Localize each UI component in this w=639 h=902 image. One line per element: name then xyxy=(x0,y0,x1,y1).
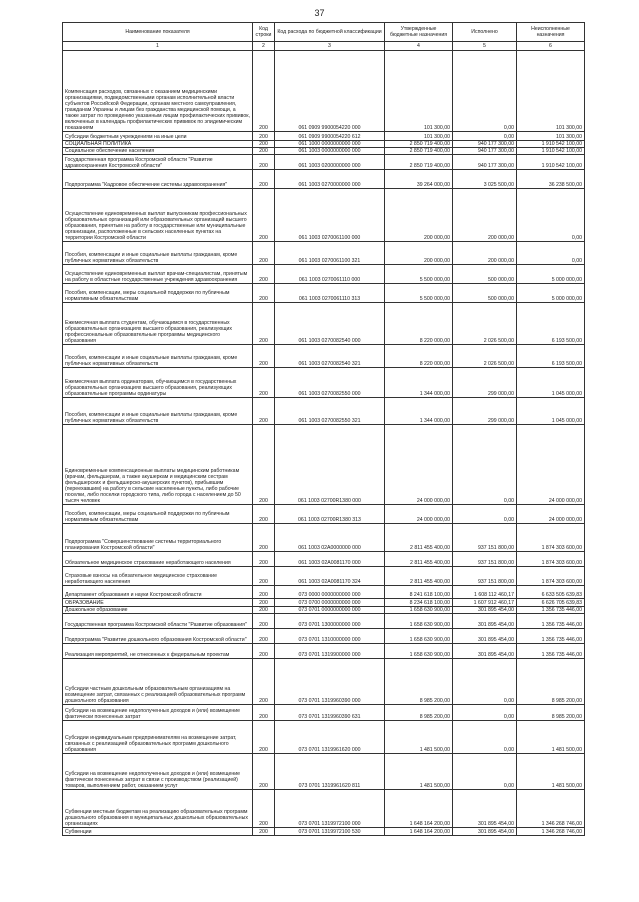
row-executed: 0,00 xyxy=(453,132,517,141)
row-executed: 301 895 454,00 xyxy=(453,629,517,644)
row-approved: 1 648 164 200,00 xyxy=(385,790,453,828)
row-line-code: 200 xyxy=(253,189,275,242)
row-executed: 937 151 800,00 xyxy=(453,524,517,552)
row-name: Пособия, компенсации и иные социальные выплаты гражданам, кроме публичных нормативных обязательств xyxy=(63,398,253,425)
row-name: Департамент образования и науки Костромской области xyxy=(63,586,253,599)
row-budget-code: 061 0909 9900054220 612 xyxy=(275,132,385,141)
row-line-code: 200 xyxy=(253,242,275,265)
row-name: Государственная программа Костромской области "Развитие образования" xyxy=(63,614,253,629)
table-row xyxy=(63,828,585,836)
row-line-code: 200 xyxy=(253,368,275,398)
row-budget-code: 073 0700 0000000000 000 xyxy=(275,599,385,607)
column-number-row xyxy=(63,42,585,51)
table-row xyxy=(63,345,585,368)
row-name: Субсидии бюджетным учреждениям на иные цели xyxy=(63,132,253,141)
row-unexecuted: 8 985 200,00 xyxy=(517,659,585,705)
row-executed: 301 895 454,00 xyxy=(453,790,517,828)
row-line-code: 200 xyxy=(253,644,275,659)
header-approved: Утвержденные бюджетные назначения xyxy=(385,23,453,42)
row-executed: 301 895 454,00 xyxy=(453,828,517,836)
row-budget-code: 073 0000 0000000000 000 xyxy=(275,586,385,599)
row-name: Осуществление единовременных выплат выпускникам профессиональных образовательных организаций или образовательных организаций высшего образования, принятым на работу в государственные или муниципальные организации, расположенные в сельских населенных пунктах на территории Костромской области xyxy=(63,189,253,242)
header-row xyxy=(63,23,585,42)
row-unexecuted: 101 300,00 xyxy=(517,132,585,141)
row-line-code: 200 xyxy=(253,599,275,607)
row-budget-code: 073 0701 1319900000 000 xyxy=(275,644,385,659)
table-row xyxy=(63,51,585,132)
row-approved: 8 985 200,00 xyxy=(385,705,453,721)
row-executed: 299 000,00 xyxy=(453,368,517,398)
column-number: 2 xyxy=(253,42,275,51)
row-unexecuted: 1 346 268 746,00 xyxy=(517,790,585,828)
row-executed: 3 025 500,00 xyxy=(453,170,517,189)
header-unexecuted: Неисполненные назначения xyxy=(517,23,585,42)
row-budget-code: 073 0701 1319960390 631 xyxy=(275,705,385,721)
row-line-code: 200 xyxy=(253,51,275,132)
row-name: Субсидии на возмещение недополученных доходов и (или) возмещение фактически понесенных затрат в связи с производством (реализацией) товаров, выполнением работ, оказанием услуг xyxy=(63,754,253,790)
row-name: Пособия, компенсации и иные социальные выплаты гражданам, кроме публичных нормативных обязательств xyxy=(63,345,253,368)
row-executed: 937 151 800,00 xyxy=(453,552,517,567)
row-approved: 101 300,00 xyxy=(385,51,453,132)
row-name: Подпрограмма "Кадровое обеспечение системы здравоохранения" xyxy=(63,170,253,189)
row-line-code: 200 xyxy=(253,754,275,790)
row-name: Обязательное медицинское страхование неработающего населения xyxy=(63,552,253,567)
row-line-code: 200 xyxy=(253,552,275,567)
table-row xyxy=(63,614,585,629)
table-row xyxy=(63,284,585,303)
row-budget-code: 061 0909 9900054220 000 xyxy=(275,51,385,132)
row-executed: 0,00 xyxy=(453,659,517,705)
row-executed: 0,00 xyxy=(453,705,517,721)
row-executed: 301 895 454,00 xyxy=(453,644,517,659)
row-approved: 8 241 618 100,00 xyxy=(385,586,453,599)
row-name: Социальное обеспечение населения xyxy=(63,148,253,155)
header-budget-code: Код расхода по бюджетной классификации xyxy=(275,23,385,42)
row-approved: 200 000,00 xyxy=(385,242,453,265)
row-line-code: 200 xyxy=(253,170,275,189)
row-name: Дошкольное образование xyxy=(63,607,253,614)
row-executed: 301 895 454,00 xyxy=(453,614,517,629)
row-executed: 0,00 xyxy=(453,721,517,754)
row-unexecuted: 1 045 000,00 xyxy=(517,368,585,398)
row-executed: 940 177 300,00 xyxy=(453,148,517,155)
table-row xyxy=(63,552,585,567)
row-approved: 2 811 455 400,00 xyxy=(385,567,453,586)
row-unexecuted: 1 346 268 746,00 xyxy=(517,828,585,836)
row-approved: 39 264 000,00 xyxy=(385,170,453,189)
header-line-code: Код строки xyxy=(253,23,275,42)
row-budget-code: 073 0701 1319972100 000 xyxy=(275,790,385,828)
row-line-code: 200 xyxy=(253,705,275,721)
row-unexecuted: 1 910 542 100,00 xyxy=(517,155,585,170)
row-unexecuted: 1 874 303 600,00 xyxy=(517,552,585,567)
table-row xyxy=(63,586,585,599)
table-row xyxy=(63,721,585,754)
row-line-code: 200 xyxy=(253,567,275,586)
row-name: Пособия, компенсации, меры социальной поддержки по публичным нормативным обязательствам xyxy=(63,284,253,303)
row-name: Единовременные компенсационные выплаты медицинским работникам (врачам, фельдшерам, а также акушеркам и медицинским сестрам фельдшерских и фельдшерско-акушерских пунктов), прибывшим (переехавшим) на работу в сельские населенные пункты, либо рабочие поселки, либо поселки городского типа, либо города с населением до 50 тысяч человек xyxy=(63,425,253,505)
table-row xyxy=(63,754,585,790)
row-approved: 8 220 000,00 xyxy=(385,345,453,368)
table-row xyxy=(63,790,585,828)
table-row xyxy=(63,705,585,721)
row-name: Субвенции xyxy=(63,828,253,836)
row-approved: 8 234 618 100,00 xyxy=(385,599,453,607)
row-approved: 1 648 164 200,00 xyxy=(385,828,453,836)
row-approved: 2 811 455 400,00 xyxy=(385,552,453,567)
row-unexecuted: 1 356 735 446,00 xyxy=(517,629,585,644)
row-executed: 200 000,00 xyxy=(453,189,517,242)
column-number: 4 xyxy=(385,42,453,51)
table-row xyxy=(63,644,585,659)
row-approved: 8 220 000,00 xyxy=(385,303,453,345)
row-line-code: 200 xyxy=(253,790,275,828)
row-budget-code: 061 1003 02700R1380 313 xyxy=(275,505,385,524)
row-line-code: 200 xyxy=(253,398,275,425)
budget-execution-table xyxy=(62,22,585,836)
row-unexecuted: 1 910 542 100,00 xyxy=(517,148,585,155)
row-budget-code: 061 1003 0270082550 321 xyxy=(275,398,385,425)
row-unexecuted: 6 633 505 639,83 xyxy=(517,586,585,599)
row-unexecuted: 101 300,00 xyxy=(517,51,585,132)
row-line-code: 200 xyxy=(253,614,275,629)
row-executed: 940 177 300,00 xyxy=(453,141,517,148)
row-budget-code: 061 1003 0270082550 000 xyxy=(275,368,385,398)
table-row xyxy=(63,148,585,155)
row-line-code: 200 xyxy=(253,721,275,754)
row-budget-code: 073 0701 1300000000 000 xyxy=(275,614,385,629)
row-name: Реализация мероприятий, не отнесенных к федеральным проектам xyxy=(63,644,253,659)
row-budget-code: 061 1003 0270061100 321 xyxy=(275,242,385,265)
row-line-code: 200 xyxy=(253,659,275,705)
row-line-code: 200 xyxy=(253,303,275,345)
row-budget-code: 061 1003 02700R1380 000 xyxy=(275,425,385,505)
row-executed: 1 608 112 460,17 xyxy=(453,586,517,599)
row-approved: 1 658 630 900,00 xyxy=(385,629,453,644)
row-unexecuted: 6 626 705 639,83 xyxy=(517,599,585,607)
table-row xyxy=(63,524,585,552)
row-name: Пособия, компенсации и иные социальные выплаты гражданам, кроме публичных нормативных обязательств xyxy=(63,242,253,265)
row-executed: 0,00 xyxy=(453,51,517,132)
row-executed: 0,00 xyxy=(453,425,517,505)
row-budget-code: 061 1003 0270082540 000 xyxy=(275,303,385,345)
row-approved: 1 344 000,00 xyxy=(385,398,453,425)
row-name: Подпрограмма "Развитие дошкольного образования Костромской области" xyxy=(63,629,253,644)
row-budget-code: 073 0701 1310000000 000 xyxy=(275,629,385,644)
row-unexecuted: 6 193 500,00 xyxy=(517,345,585,368)
row-budget-code: 061 1003 0270061100 000 xyxy=(275,189,385,242)
row-line-code: 200 xyxy=(253,148,275,155)
row-budget-code: 061 1003 0270061110 313 xyxy=(275,284,385,303)
table-row xyxy=(63,265,585,284)
table-row xyxy=(63,425,585,505)
row-executed: 0,00 xyxy=(453,754,517,790)
page-number: 37 xyxy=(314,8,325,18)
row-name: ОБРАЗОВАНИЕ xyxy=(63,599,253,607)
table-row xyxy=(63,567,585,586)
row-budget-code: 061 1003 0200000000 000 xyxy=(275,155,385,170)
row-unexecuted: 5 000 000,00 xyxy=(517,265,585,284)
row-approved: 1 658 630 900,00 xyxy=(385,607,453,614)
row-unexecuted: 8 985 200,00 xyxy=(517,705,585,721)
row-line-code: 200 xyxy=(253,524,275,552)
row-name: Субсидии на возмещение недополученных доходов и (или) возмещение фактически понесенных затрат xyxy=(63,705,253,721)
table-row xyxy=(63,242,585,265)
row-budget-code: 061 1003 0270082540 321 xyxy=(275,345,385,368)
row-unexecuted: 1 874 303 600,00 xyxy=(517,524,585,552)
column-number: 6 xyxy=(517,42,585,51)
row-line-code: 200 xyxy=(253,505,275,524)
row-executed: 500 000,00 xyxy=(453,284,517,303)
row-approved: 24 000 000,00 xyxy=(385,425,453,505)
row-unexecuted: 0,00 xyxy=(517,242,585,265)
row-line-code: 200 xyxy=(253,132,275,141)
row-budget-code: 061 1003 0270061110 000 xyxy=(275,265,385,284)
table-row xyxy=(63,599,585,607)
row-executed: 1 607 912 460,17 xyxy=(453,599,517,607)
row-approved: 1 481 500,00 xyxy=(385,754,453,790)
row-unexecuted: 1 481 500,00 xyxy=(517,754,585,790)
row-executed: 500 000,00 xyxy=(453,265,517,284)
table-row xyxy=(63,505,585,524)
row-line-code: 200 xyxy=(253,155,275,170)
row-unexecuted: 1 356 735 446,00 xyxy=(517,644,585,659)
row-approved: 200 000,00 xyxy=(385,189,453,242)
row-name: Ежемесячная выплата студентам, обучающимся в государственных образовательных организациях высшего образования, реализующих профессиональные образовательные программы медицинского образования xyxy=(63,303,253,345)
row-unexecuted: 1 481 500,00 xyxy=(517,721,585,754)
row-name: Подпрограмма "Совершенствование системы территориального планирования Костромской области" xyxy=(63,524,253,552)
row-line-code: 200 xyxy=(253,265,275,284)
row-line-code: 200 xyxy=(253,607,275,614)
row-budget-code: 061 1003 02A0081170 000 xyxy=(275,552,385,567)
header-name: Наименование показателя xyxy=(63,23,253,42)
row-budget-code: 073 0701 1319972100 530 xyxy=(275,828,385,836)
row-unexecuted: 24 000 000,00 xyxy=(517,425,585,505)
row-name: Субсидии частным дошкольным образовательным организациям на возмещение затрат, связанных с реализацией образовательных программ дошкольного образования xyxy=(63,659,253,705)
row-unexecuted: 5 000 000,00 xyxy=(517,284,585,303)
row-executed: 200 000,00 xyxy=(453,242,517,265)
row-name: СОЦИАЛЬНАЯ ПОЛИТИКА xyxy=(63,141,253,148)
row-line-code: 200 xyxy=(253,629,275,644)
row-approved: 2 850 719 400,00 xyxy=(385,148,453,155)
table-body xyxy=(63,51,585,836)
header-executed: Исполнено xyxy=(453,23,517,42)
row-unexecuted: 36 238 500,00 xyxy=(517,170,585,189)
row-unexecuted: 1 356 735 446,00 xyxy=(517,614,585,629)
row-executed: 2 026 500,00 xyxy=(453,345,517,368)
row-approved: 2 850 719 400,00 xyxy=(385,141,453,148)
row-approved: 24 000 000,00 xyxy=(385,505,453,524)
row-budget-code: 073 0701 1319960390 000 xyxy=(275,659,385,705)
row-budget-code: 061 1003 0000000000 000 xyxy=(275,148,385,155)
row-budget-code: 061 1003 02A0081170 324 xyxy=(275,567,385,586)
table-row xyxy=(63,189,585,242)
row-name: Осуществление единовременных выплат врачам-специалистам, принятым на работу в областные государственные учреждения здравоохранения xyxy=(63,265,253,284)
table-row xyxy=(63,368,585,398)
row-executed: 299 000,00 xyxy=(453,398,517,425)
table-row xyxy=(63,303,585,345)
row-budget-code: 061 1003 0270000000 000 xyxy=(275,170,385,189)
row-line-code: 200 xyxy=(253,141,275,148)
row-name: Субсидии индивидуальным предпринимателям на возмещение затрат, связанных с реализацией образовательных программ дошкольного образования xyxy=(63,721,253,754)
row-approved: 2 850 719 400,00 xyxy=(385,155,453,170)
row-budget-code: 073 0701 1319961620 000 xyxy=(275,721,385,754)
row-approved: 2 811 455 400,00 xyxy=(385,524,453,552)
row-unexecuted: 1 356 735 446,00 xyxy=(517,607,585,614)
row-budget-code: 073 0701 0000000000 000 xyxy=(275,607,385,614)
row-approved: 8 985 200,00 xyxy=(385,659,453,705)
table-row xyxy=(63,398,585,425)
row-unexecuted: 1 910 542 100,00 xyxy=(517,141,585,148)
table-row xyxy=(63,607,585,614)
row-approved: 1 658 630 900,00 xyxy=(385,644,453,659)
row-line-code: 200 xyxy=(253,828,275,836)
row-budget-code: 073 0701 1319961620 811 xyxy=(275,754,385,790)
row-executed: 940 177 300,00 xyxy=(453,155,517,170)
row-unexecuted: 6 193 500,00 xyxy=(517,303,585,345)
row-approved: 1 658 630 900,00 xyxy=(385,614,453,629)
row-name: Ежемесячная выплата ординаторам, обучающимся в государственных образовательных организациях высшего образования, реализующих образовательные программы ординатуры xyxy=(63,368,253,398)
column-number: 5 xyxy=(453,42,517,51)
row-name: Страховые взносы на обязательное медицинское страхование неработающего населения xyxy=(63,567,253,586)
row-line-code: 200 xyxy=(253,586,275,599)
table-row xyxy=(63,659,585,705)
row-approved: 5 500 000,00 xyxy=(385,265,453,284)
row-name: Субвенции местным бюджетам на реализацию образовательных программ дошкольного образования в муниципальных дошкольных образовательных организациях xyxy=(63,790,253,828)
table-row xyxy=(63,132,585,141)
row-unexecuted: 0,00 xyxy=(517,189,585,242)
row-approved: 1 481 500,00 xyxy=(385,721,453,754)
row-unexecuted: 1 045 000,00 xyxy=(517,398,585,425)
row-line-code: 200 xyxy=(253,284,275,303)
row-approved: 5 500 000,00 xyxy=(385,284,453,303)
column-number: 1 xyxy=(63,42,253,51)
row-line-code: 200 xyxy=(253,425,275,505)
row-approved: 1 344 000,00 xyxy=(385,368,453,398)
row-executed: 301 895 454,00 xyxy=(453,607,517,614)
row-line-code: 200 xyxy=(253,345,275,368)
row-approved: 101 300,00 xyxy=(385,132,453,141)
row-executed: 937 151 800,00 xyxy=(453,567,517,586)
row-budget-code: 061 1003 02A0000000 000 xyxy=(275,524,385,552)
row-name: Государственная программа Костромской области "Развитие здравоохранения Костромской области" xyxy=(63,155,253,170)
column-number: 3 xyxy=(275,42,385,51)
row-name: Компенсация расходов, связанных с оказанием медицинскими организациями, подведомственными органам исполнительной власти субъектов Российской Федерации, органам местного самоуправления, гражданам Украины и лицам без гражданства медицинской помощи, а также затрат по проведению указанным лицам профилактических прививок, включенных в календарь профилактических прививок по эпидемическим показаниям xyxy=(63,51,253,132)
row-budget-code: 061 1000 0000000000 000 xyxy=(275,141,385,148)
table-row xyxy=(63,141,585,148)
row-unexecuted: 1 874 303 600,00 xyxy=(517,567,585,586)
row-name: Пособия, компенсации, меры социальной поддержки по публичным нормативным обязательствам xyxy=(63,505,253,524)
row-unexecuted: 24 000 000,00 xyxy=(517,505,585,524)
row-executed: 2 026 500,00 xyxy=(453,303,517,345)
table-row xyxy=(63,629,585,644)
table-row xyxy=(63,170,585,189)
table-row xyxy=(63,155,585,170)
row-executed: 0,00 xyxy=(453,505,517,524)
